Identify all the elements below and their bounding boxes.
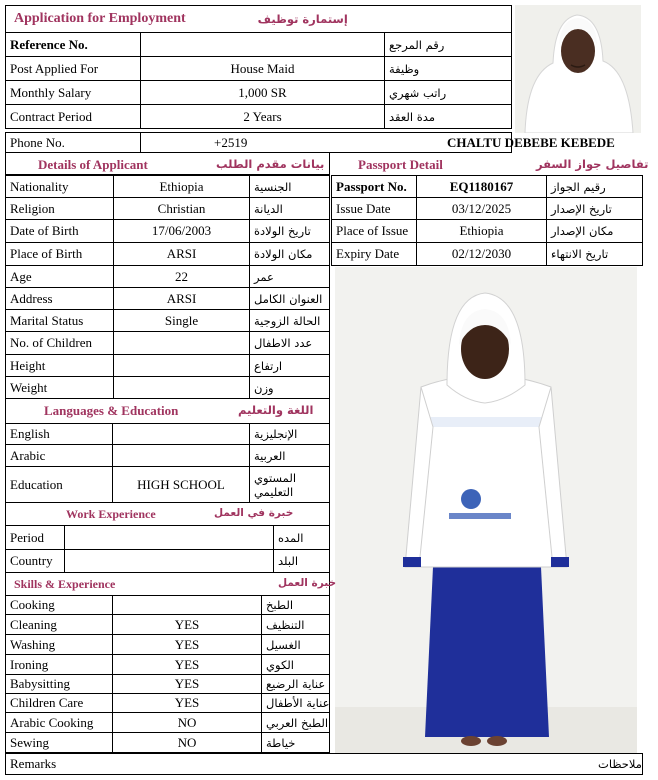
period-value bbox=[64, 525, 274, 550]
reference-label-ar: رقم المرجع bbox=[384, 32, 512, 57]
weight-value bbox=[113, 376, 250, 399]
marital-label-ar: الحالة الزوجية bbox=[249, 309, 330, 332]
remarks-label-ar: ملاحظات bbox=[598, 757, 642, 771]
skill-cleaning-value: YES bbox=[112, 614, 262, 635]
skill-cleaning-label-ar: التنظيف bbox=[261, 614, 330, 635]
skill-ironing-label: Ironing bbox=[5, 654, 113, 675]
post-label: Post Applied For bbox=[5, 56, 141, 81]
height-label: Height bbox=[5, 354, 114, 377]
details-title-ar: بيانات مقدم الطلب bbox=[216, 157, 325, 171]
salary-value: 1,000 SR bbox=[140, 80, 385, 105]
height-label-ar: ارتفاع bbox=[249, 354, 330, 377]
skill-babysitting-value: YES bbox=[112, 674, 262, 694]
contract-label-ar: مدة العقد bbox=[384, 104, 512, 129]
issue-place-label-ar: مكان الإصدار bbox=[546, 219, 643, 243]
expiry-label: Expiry Date bbox=[331, 242, 417, 266]
country-value bbox=[64, 549, 274, 573]
skill-arabic-cooking-value: NO bbox=[112, 712, 262, 733]
expiry-label-ar: تاريخ الانتهاء bbox=[546, 242, 643, 266]
skill-washing-label: Washing bbox=[5, 634, 113, 655]
reference-value bbox=[140, 32, 385, 57]
country-label: Country bbox=[5, 549, 65, 573]
phone-divider bbox=[140, 132, 141, 153]
age-label: Age bbox=[5, 265, 114, 288]
nationality-label-ar: الجنسية bbox=[249, 175, 330, 198]
candidate-name: CHALTU DEBEBE KEBEDE bbox=[447, 135, 615, 150]
remarks-row bbox=[5, 753, 643, 775]
religion-value: Christian bbox=[113, 197, 250, 220]
contract-label: Contract Period bbox=[5, 104, 141, 129]
header-bar bbox=[5, 5, 512, 32]
nationality-value: Ethiopia bbox=[113, 175, 250, 198]
skill-cooking-label: Cooking bbox=[5, 595, 113, 615]
post-value: House Maid bbox=[140, 56, 385, 81]
english-value bbox=[112, 423, 250, 445]
issue-date-label-ar: تاريخ الإصدار bbox=[546, 197, 643, 220]
skill-babysitting-label-ar: عناية الرضيع bbox=[261, 674, 330, 694]
passport-no-label-ar: رقيم الجواز bbox=[546, 175, 643, 198]
skill-babysitting-label: Babysitting bbox=[5, 674, 113, 694]
marital-label: Marital Status bbox=[5, 309, 114, 332]
skill-arabic-cooking-label-ar: الطبخ العربي bbox=[261, 712, 330, 733]
remarks-label: Remarks bbox=[10, 756, 57, 771]
passport-no-value: EQ1180167 bbox=[416, 175, 547, 198]
age-label-ar: عمر bbox=[249, 265, 330, 288]
skill-cooking-value bbox=[112, 595, 262, 615]
skill-sewing-label-ar: خياطة bbox=[261, 732, 330, 753]
salary-label-ar: راتب شهري bbox=[384, 80, 512, 105]
weight-label-ar: وزن bbox=[249, 376, 330, 399]
education-label: Education bbox=[5, 466, 113, 503]
country-label-ar: البلد bbox=[273, 549, 330, 573]
applicant-portrait-photo bbox=[515, 5, 641, 133]
applicant-full-length-photo bbox=[335, 267, 637, 753]
passport-no-label: Passport No. bbox=[331, 175, 417, 198]
education-label-ar: المستوي التعليمي bbox=[249, 466, 330, 503]
skill-childcare-label-ar: عناية الأطفال bbox=[261, 693, 330, 713]
languages-title-en: Languages & Education bbox=[44, 403, 179, 418]
passport-title-en: Passport Detail bbox=[358, 157, 443, 172]
skill-arabic-cooking-label: Arabic Cooking bbox=[5, 712, 113, 733]
religion-label: Religion bbox=[5, 197, 114, 220]
address-value: ARSI bbox=[113, 287, 250, 310]
skill-ironing-value: YES bbox=[112, 654, 262, 675]
period-label-ar: المده bbox=[273, 525, 330, 550]
details-title-en: Details of Applicant bbox=[38, 157, 148, 172]
pob-label-ar: مكان الولادة bbox=[249, 242, 330, 266]
post-label-ar: وظيفة bbox=[384, 56, 512, 81]
phone-value: +2519 bbox=[214, 135, 248, 150]
languages-title-ar: اللغة والتعليم bbox=[238, 403, 314, 417]
phone-label: Phone No. bbox=[10, 135, 65, 150]
issue-place-label: Place of Issue bbox=[331, 219, 417, 243]
issue-date-label: Issue Date bbox=[331, 197, 417, 220]
contract-value: 2 Years bbox=[140, 104, 385, 129]
skill-childcare-value: YES bbox=[112, 693, 262, 713]
address-label: Address bbox=[5, 287, 114, 310]
skill-cooking-label-ar: الطبخ bbox=[261, 595, 330, 615]
period-label: Period bbox=[5, 525, 65, 550]
address-label-ar: العنوان الكامل bbox=[249, 287, 330, 310]
pob-label: Place of Birth bbox=[5, 242, 114, 266]
dob-label-ar: تاريخ الولادة bbox=[249, 219, 330, 243]
english-label: English bbox=[5, 423, 113, 445]
passport-title-ar: تفاصيل جواز السفر bbox=[536, 157, 649, 171]
english-label-ar: الإنجليزية bbox=[249, 423, 330, 445]
work-title-ar: خبرة في العمل bbox=[214, 507, 294, 519]
form-title-en: Application for Employment bbox=[14, 11, 186, 26]
arabic-value bbox=[112, 444, 250, 467]
skill-washing-value: YES bbox=[112, 634, 262, 655]
dob-label: Date of Birth bbox=[5, 219, 114, 243]
skill-washing-label-ar: الغسيل bbox=[261, 634, 330, 655]
form-title-ar: إستمارة توظيف bbox=[257, 12, 348, 26]
work-title-en: Work Experience bbox=[66, 507, 156, 521]
education-value: HIGH SCHOOL bbox=[112, 466, 250, 503]
skill-sewing-value: NO bbox=[112, 732, 262, 753]
religion-label-ar: الديانة bbox=[249, 197, 330, 220]
children-value bbox=[113, 331, 250, 355]
skill-childcare-label: Children Care bbox=[5, 693, 113, 713]
marital-value: Single bbox=[113, 309, 250, 332]
salary-label: Monthly Salary bbox=[5, 80, 141, 105]
pob-value: ARSI bbox=[113, 242, 250, 266]
arabic-label-ar: العربية bbox=[249, 444, 330, 467]
children-label-ar: عدد الاطفال bbox=[249, 331, 330, 355]
skill-cleaning-label: Cleaning bbox=[5, 614, 113, 635]
expiry-value: 02/12/2030 bbox=[416, 242, 547, 266]
height-value bbox=[113, 354, 250, 377]
nationality-label: Nationality bbox=[5, 175, 114, 198]
skills-title-ar: خبرة العمل bbox=[278, 577, 337, 589]
issue-date-value: 03/12/2025 bbox=[416, 197, 547, 220]
dob-value: 17/06/2003 bbox=[113, 219, 250, 243]
issue-place-value: Ethiopia bbox=[416, 219, 547, 243]
skill-sewing-label: Sewing bbox=[5, 732, 113, 753]
reference-label: Reference No. bbox=[5, 32, 141, 57]
phone-row bbox=[5, 132, 512, 153]
weight-label: Weight bbox=[5, 376, 114, 399]
age-value: 22 bbox=[113, 265, 250, 288]
skill-ironing-label-ar: الكوي bbox=[261, 654, 330, 675]
children-label: No. of Children bbox=[5, 331, 114, 355]
arabic-label: Arabic bbox=[5, 444, 113, 467]
skills-title-en: Skills & Experience bbox=[14, 577, 116, 591]
